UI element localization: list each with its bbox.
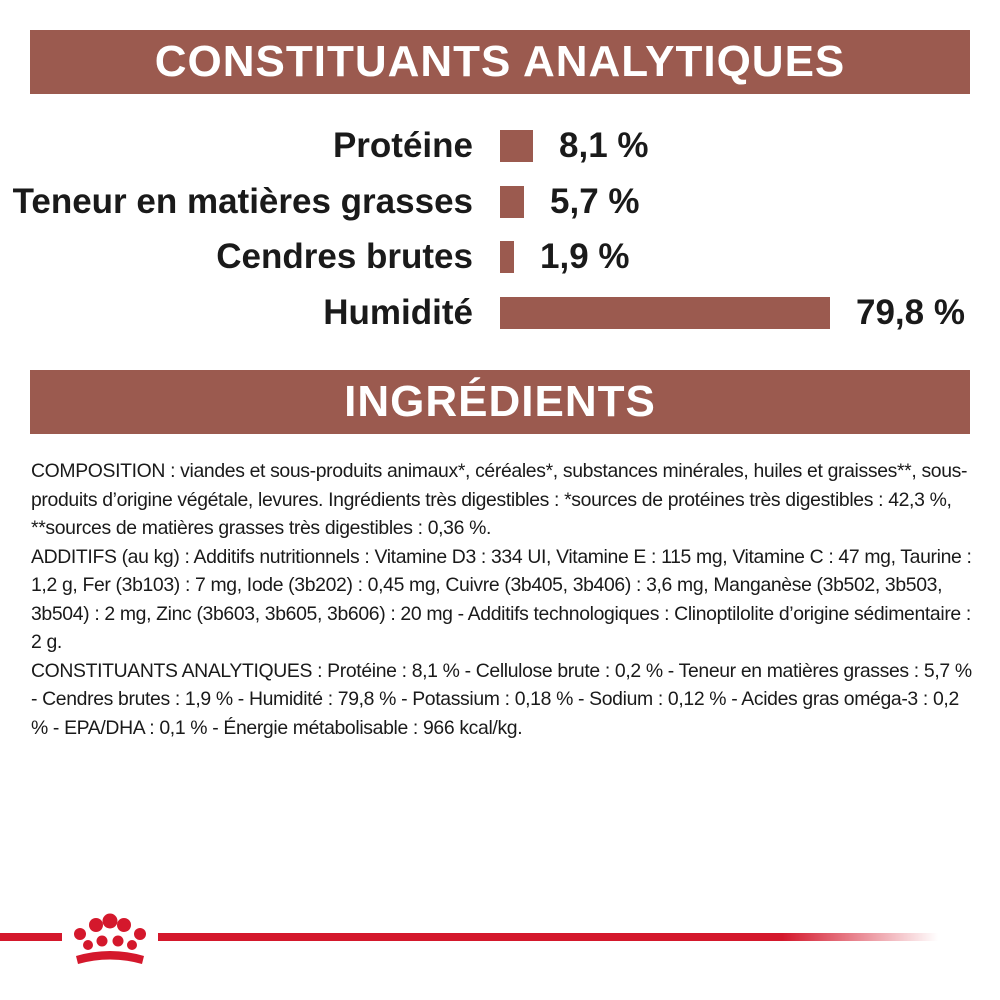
footer-accent-line-left (0, 933, 62, 941)
composition-paragraph: COMPOSITION : viandes et sous-produits animaux*, céréales*, substances minérales, huiles et graisses**, sous-produits d’origine végétale, levures. Ingrédients très digestibles : *sources de protéines très digestibles : 42,3 %, **sources de matières grasses très digestibles : 0,36 %. (31, 460, 968, 539)
nutrient-label: Humidité (323, 293, 473, 332)
nutrient-bar (500, 297, 830, 329)
nutrient-bar (500, 186, 524, 218)
nutrient-value: 8,1 % (559, 126, 649, 165)
nutrient-label: Protéine (332, 126, 473, 165)
ingredients-text (31, 457, 976, 742)
nutrient-row (0, 182, 1000, 222)
nutrient-row (0, 237, 1000, 277)
additives-paragraph: ADDITIFS (au kg) : Additifs nutritionnels : Vitamine D3 : 334 UI, Vitamine E : 115 mg, Vitamine C : 47 mg, Taurine : 1,2 g, Fer (3b103) : 7 mg, Iode (3b202) : 0,45 mg, Cuivre (3b405, 3b406) : 3,6 mg, Manganèse (3b502, 3b503, 3b504) : 2 mg, Zinc (3b603, 3b605, 3b606) : 20 mg - Additifs technologiques : Clinoptilolite d’origine sédimentaire : 2 g. (31, 545, 972, 653)
nutrient-row (0, 293, 1000, 333)
crown-icon (66, 912, 154, 972)
footer-accent-line-right (158, 933, 938, 941)
analytical-paragraph: CONSTITUANTS ANALYTIQUES : Protéine : 8,1 % - Cellulose brute : 0,2 % - Teneur en matières grasses : 5,7 % - Cendres brutes : 1,9 % - Humidité : 79,8 % - Potassium : 0,18 % - Sodium : 0,12 % - Acides gras oméga-3 : 0,2 % - EPA/DHA : 0,1 % - Énergie métabolisable : 966 kcal/kg. (31, 659, 972, 739)
analytical-constituents-title: CONSTITUANTS ANALYTIQUES (154, 37, 846, 86)
nutrient-value: 5,7 % (550, 182, 640, 221)
nutrient-value: 79,8 % (856, 293, 965, 332)
nutrient-label: Teneur en matières grasses (12, 182, 473, 221)
nutrient-row (0, 126, 1000, 166)
ingredients-title: INGRÉDIENTS (344, 377, 656, 426)
ingredients-header (30, 370, 970, 434)
nutrient-value: 1,9 % (540, 237, 630, 276)
analytical-constituents-header (30, 30, 970, 94)
nutrient-bar (500, 241, 514, 273)
nutrient-label: Cendres brutes (216, 237, 473, 276)
nutrient-bar (500, 130, 533, 162)
